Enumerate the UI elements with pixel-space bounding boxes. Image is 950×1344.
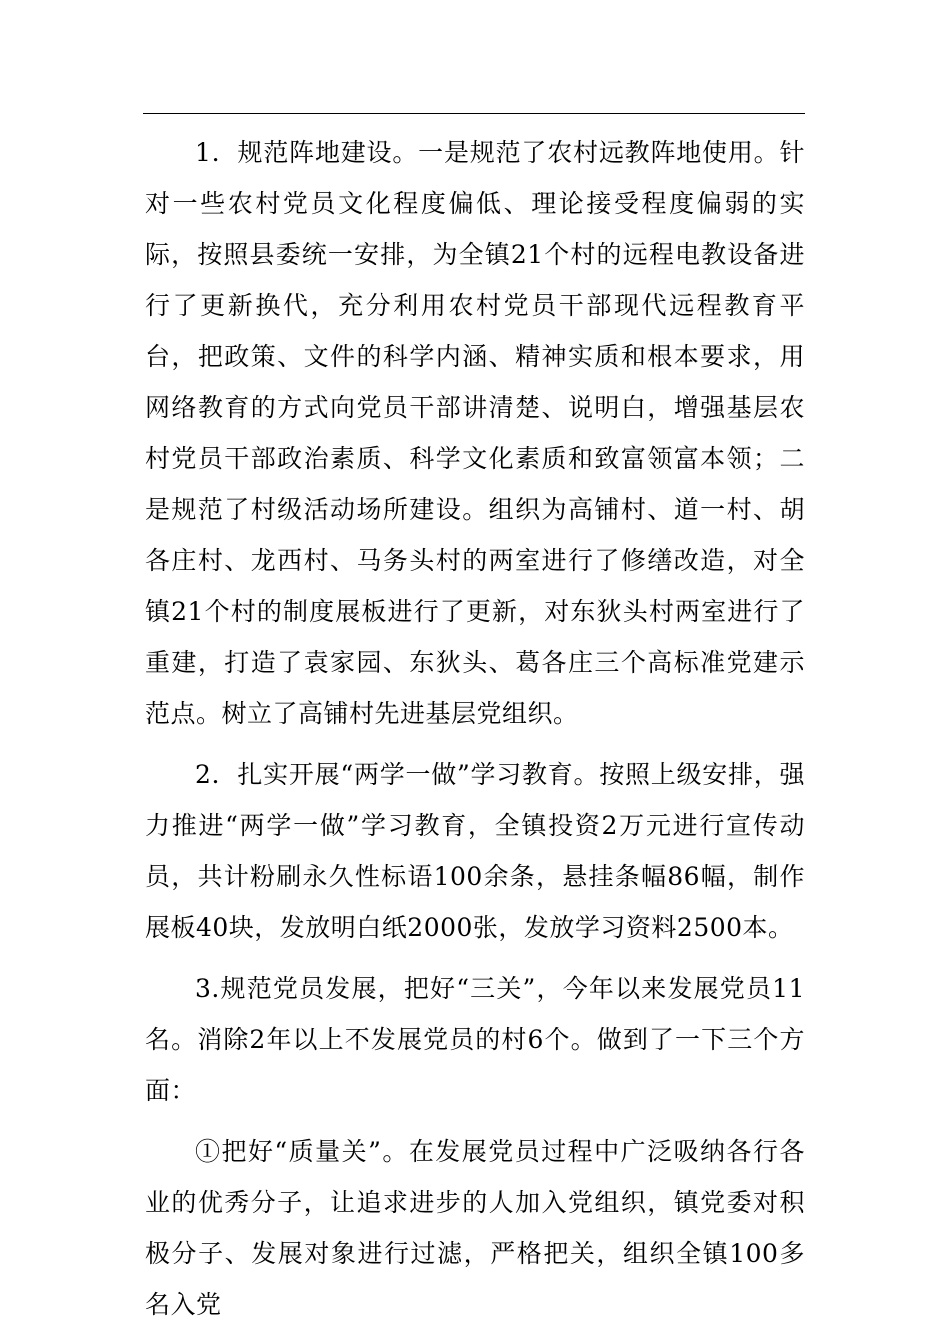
header-rule	[143, 113, 805, 114]
paragraph-two-studies: 2．扎实开展“两学一做”学习教育。按照上级安排，强力推进“两学一做”学习教育，全镇投资2万元进行宣传动员，共计粉刷永久性标语100余条，悬挂条幅86幅，制作展板40块，发放明白纸2000张，发放学习资料2500本。	[145, 760, 805, 942]
paragraph-member-development: 3.规范党员发展，把好“三关”，今年以来发展党员11名。消除2年以上不发展党员的村6个。做到了一下三个方面：	[145, 974, 805, 1105]
paragraph-position-building: 1．规范阵地建设。一是规范了农村远教阵地使用。针对一些农村党员文化程度偏低、理论接受程度偏弱的实际，按照县委统一安排，为全镇21个村的远程电教设备进行了更新换代，充分利用农村党员干部现代远程教育平台，把政策、文件的科学内涵、精神实质和根本要求，用网络教育的方式向党员干部讲清楚、说明白，增强基层农村党员干部政治素质、科学文化素质和致富领富本领；二是规范了村级活动场所建设。组织为高铺村、道一村、胡各庄村、龙西村、马务头村的两室进行了修缮改造，对全镇21个村的制度展板进行了更新，对东狄头村两室进行了重建，打造了袁家园、东狄头、葛各庄三个高标准党建示范点。树立了高铺村先进基层党组织。	[145, 138, 805, 728]
paragraph-quality-check: ①把好“质量关”。在发展党员过程中广泛吸纳各行各业的优秀分子，让追求进步的人加入党组织，镇党委对积极分子、发展对象进行过滤，严格把关，组织全镇100多名入党	[145, 1137, 805, 1319]
document-body	[145, 127, 805, 1340]
